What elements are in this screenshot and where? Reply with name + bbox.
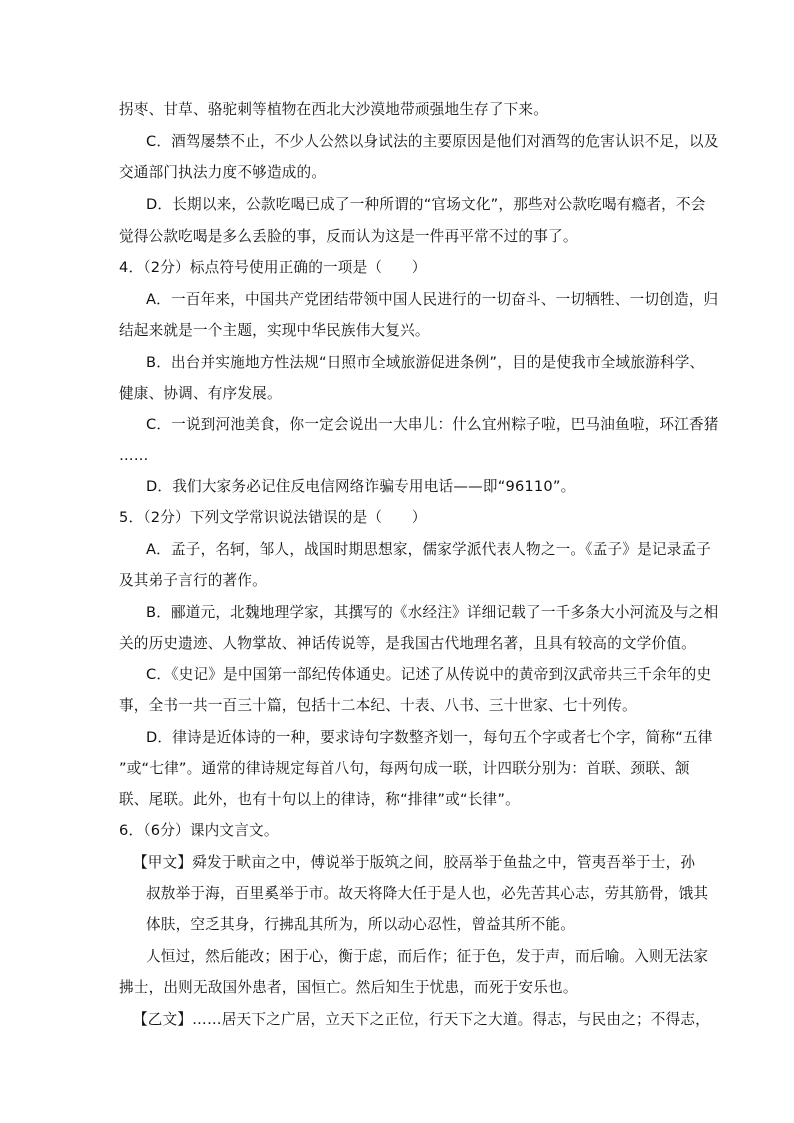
passage-jia-line: 拂士，出则无敌国外患者，国恒亡。然后知生于忧患，而死于安乐也。 [119, 979, 578, 996]
text-line: 事，全书一共一百三十篇，包括十二本纪、十表、八书、三十世家、七十列传。 [119, 697, 637, 714]
text-line: 健康、协调、有序发展。 [119, 385, 282, 402]
text-line: D．律诗是近体诗的一种，要求诗句字数整齐划一，每句五个字或者七个字，简称“五律 [146, 729, 713, 746]
text-line: 及其弟子言行的著作。 [119, 572, 267, 589]
passage-yi-line: 【乙文】……居天下之广居，立天下之正位，行天下之大道。得志，与民由之；不得志， [133, 1011, 710, 1028]
text-line: A．孟子，名轲，邹人，战国时期思想家，儒家学派代表人物之一。《孟子》是记录孟子 [146, 541, 712, 558]
text-line: 结起来就是一个主题，实现中华民族伟大复兴。 [119, 322, 430, 339]
text-line: B．郦道元，北魏地理学家，其撰写的《水经注》详细记载了一千多条大小河流及与之相 [146, 604, 719, 621]
passage-jia-line: 体肤，空乏其身，行拂乱其所为，所以动心忍性，曾益其所不能。 [146, 916, 576, 933]
text-line: 关的历史遗迹、人物掌故、神话传说等，是我国古代地理名著，且具有较高的文学价值。 [119, 635, 696, 652]
text-line: 拐枣、甘草、骆驼刺等植物在西北大沙漠地带顽强地生存了下来。 [119, 101, 549, 118]
text-line: D．长期以来，公款吃喝已成了一种所谓的“官场文化”，那些对公款吃喝有瘾者，不会 [146, 196, 706, 213]
question-5-stem: 5．（2分）下列文学常识说法错误的是（ ） [119, 509, 427, 526]
text-line: C．酒驾屡禁不止，不少人公然以身试法的主要原因是他们对酒驾的危害认识不足，以及 [146, 133, 719, 150]
text-line: B．出台并实施地方性法规“日照市全域旅游促进条例”，目的是使我市全域旅游科学、 [146, 354, 705, 371]
text-line: …… [119, 447, 149, 464]
text-line: A．一百年来，中国共产党团结带领中国人民进行的一切奋斗、一切牺牲、一切创造，归 [146, 291, 719, 308]
question-4-stem: 4．（2分）标点符号使用正确的一项是（ ） [119, 259, 427, 276]
text-line: 觉得公款吃喝是多么丢脸的事，反而认为这是一件再平常不过的事了。 [119, 228, 578, 245]
passage-jia-line: 【甲文】舜发于畎亩之中，傅说举于版筑之间，胶鬲举于鱼盐之中，管夷吾举于士，孙 [133, 854, 696, 871]
text-line: C．《史记》是中国第一部纪传体通史。记述了从传说中的黄帝到汉武帝共三千余年的史 [146, 666, 712, 683]
passage-jia-line: 人恒过，然后能改；困于心，衡于虑，而后作；征于色，发于声，而后喻。入则无法家 [146, 948, 709, 965]
text-line: 交通部门执法力度不够造成的。 [119, 164, 327, 181]
text-line: 联、尾联。此外，也有十句以上的律诗，称“排律”或“长律”。 [119, 791, 520, 808]
question-6-stem: 6．（6分）课内文言文。 [119, 822, 279, 839]
text-line: D．我们大家务必记住反电信网络诈骗专用电话——即“96110”。 [146, 478, 576, 495]
passage-jia-line: 叔敖举于海，百里奚举于市。故天将降大任于是人也，必先苦其心志，劳其筋骨，饿其 [146, 885, 709, 902]
text-line: C．一说到河池美食，你一定会说出一大串儿：什么宜州粽子啦，巴马油鱼啦，环江香猪 [146, 416, 719, 433]
text-line: ”或“七律”。通常的律诗规定每首八句，每两句成一联，计四联分别为：首联、颈联、颔 [119, 760, 690, 777]
